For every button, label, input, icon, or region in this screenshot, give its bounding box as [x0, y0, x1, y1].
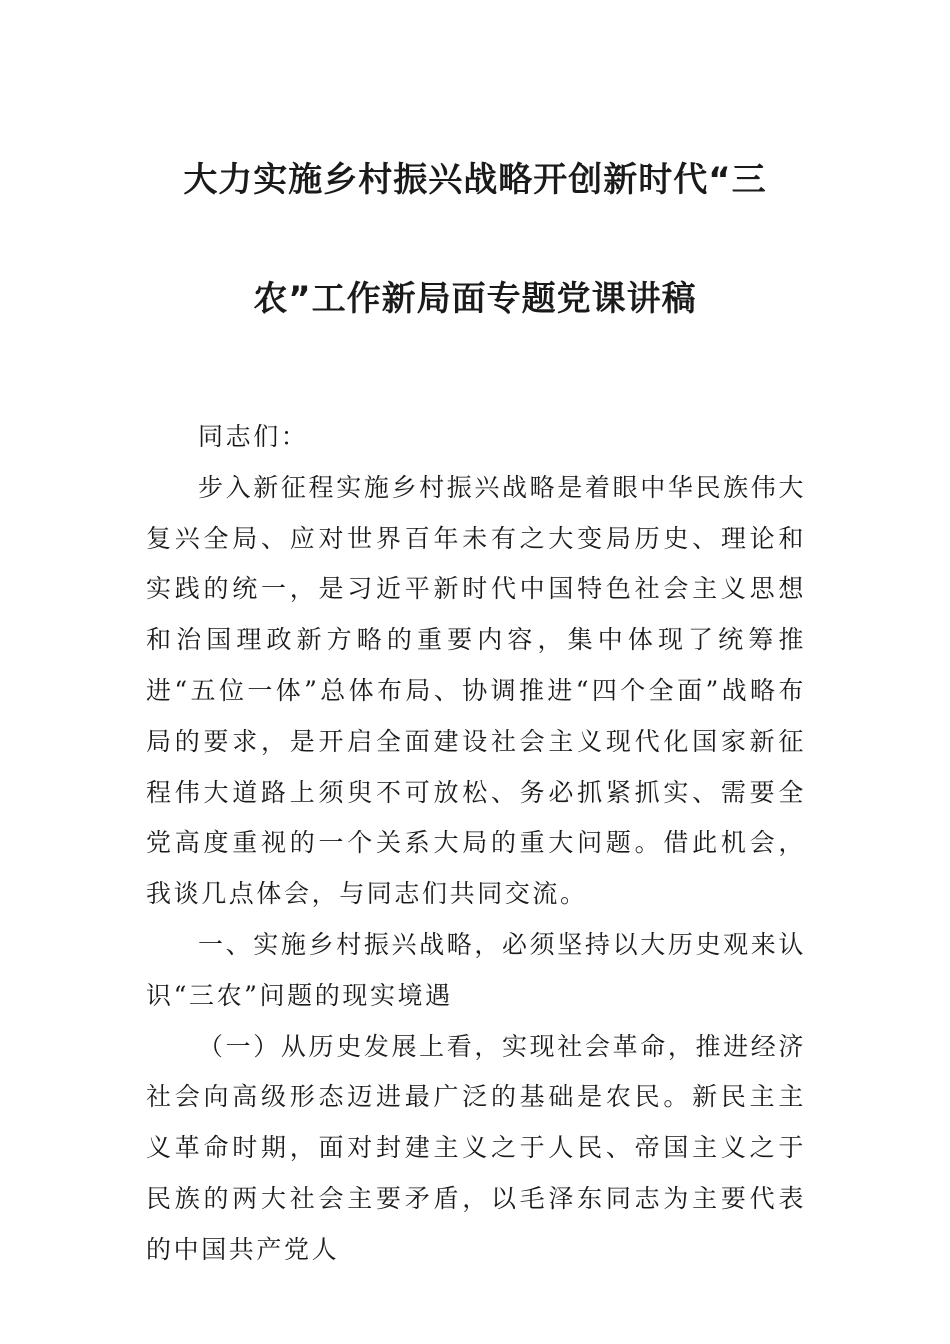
document-title-line-2: 农”工作新局面专题党课讲稿 — [253, 279, 697, 319]
document-title-line-1: 大力实施乡村振兴战略开创新时代“三 — [183, 160, 767, 200]
paragraph-subsection-1: （一）从历史发展上看，实现社会革命，推进经济社会向高级形态迈进最广泛的基础是农民。新民主主义革命时期，面对封建主义之于人民、帝国主义之于民族的两大社会主要矛盾，以毛泽东同志为主要代表的中国共产党人 — [146, 1031, 806, 1264]
section-heading-1: 一、实施乡村振兴战略，必须坚持以大历史观来认识“三农”问题的现实境遇 — [146, 929, 806, 1010]
document-body — [146, 412, 806, 1276]
paragraph-intro: 步入新征程实施乡村振兴战略是着眼中华民族伟大复兴全局、应对世界百年未有之大变局历史、理论和实践的统一，是习近平新时代中国特色社会主义思想和治国理政新方略的重要内容，集中体现了统筹推进“五位一体”总体布局、协调推进“四个全面”战略布局的要求，是开启全面建设社会主义现代化国家新征程伟大道路上须臾不可放松、务必抓紧抓实、需要全党高度重视的一个关系大局的重大问题。借此机会，我谈几点体会，与同志们共同交流。 — [146, 472, 806, 909]
salutation: 同志们： — [198, 422, 309, 451]
